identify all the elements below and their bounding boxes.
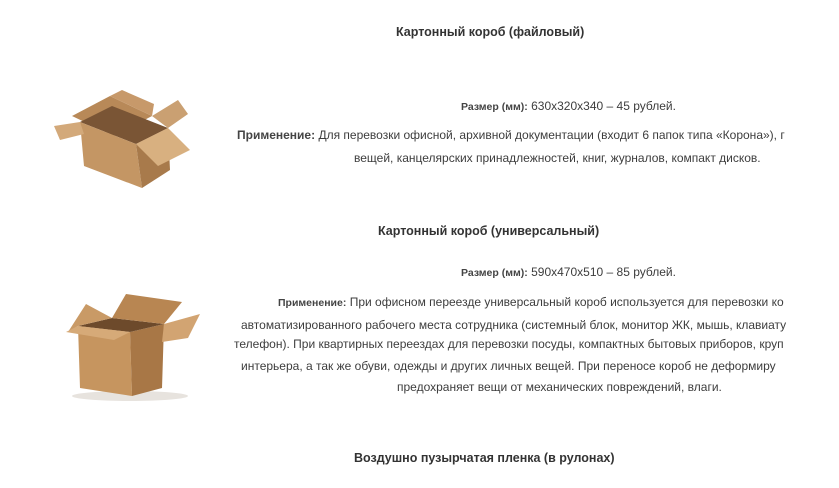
- open-cardboard-box-icon: [50, 286, 202, 404]
- product-title: Воздушно пузырчатая пленка (в рулонах): [354, 451, 615, 465]
- usage-text: телефон). При квартирных переездах для перевозки посуды, компактных бытовых приборов, круп: [234, 337, 784, 351]
- size-value: 630х320х340 – 45 рублей.: [531, 99, 676, 113]
- usage-line: [278, 295, 784, 309]
- product-title: Картонный короб (универсальный): [378, 224, 600, 238]
- size-label: Размер (мм):: [461, 101, 528, 113]
- usage-line: [237, 128, 785, 142]
- usage-text: вещей, канцелярских принадлежностей, книг, журналов, компакт дисков.: [354, 151, 761, 165]
- product-title: Картонный короб (файловый): [396, 25, 585, 39]
- size-line: [461, 265, 676, 279]
- usage-text: При офисном переезде универсальный короб используется для перевозки ко: [349, 295, 784, 309]
- usage-label: Применение:: [237, 128, 316, 142]
- usage-text: интерьера, а так же обуви, одежды и других личных вещей. При переносе короб не деформиру: [241, 359, 776, 373]
- size-label: Размер (мм):: [461, 267, 528, 279]
- usage-label: Применение:: [278, 297, 347, 309]
- usage-text: предохраняет вещи от механических повреждений, влаги.: [397, 380, 722, 394]
- size-value: 590х470х510 – 85 рублей.: [531, 265, 676, 279]
- usage-text: Для перевозки офисной, архивной документации (входит 6 папок типа «Корона»), г: [318, 128, 785, 142]
- size-line: [461, 99, 676, 113]
- open-cardboard-box-icon: [50, 88, 200, 198]
- usage-text: автоматизированного рабочего места сотрудника (системный блок, монитор ЖК, мышь, клавиату: [241, 318, 787, 332]
